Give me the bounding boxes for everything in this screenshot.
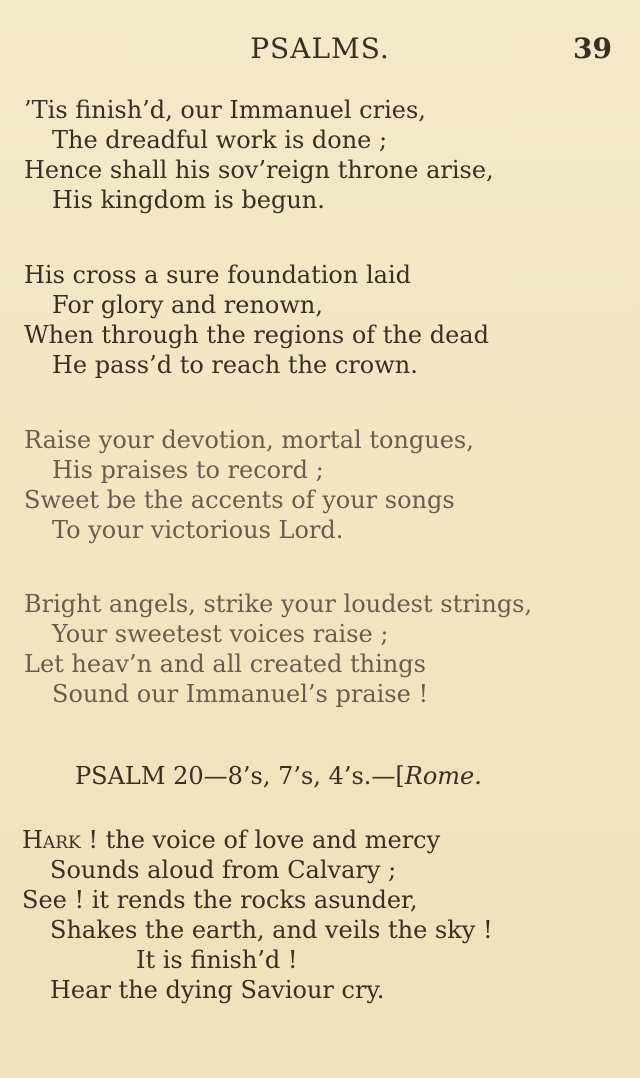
- verse-line: Your sweetest voices raise ;: [52, 620, 389, 648]
- verse-line: He pass’d to reach the crown.: [52, 351, 418, 379]
- verse-line: For glory and renown,: [52, 291, 324, 319]
- running-head-title: PSALMS.: [250, 32, 390, 65]
- verse-line: See ! it rends the rocks asunder,: [22, 886, 418, 914]
- page-number: 39: [573, 32, 612, 65]
- verse-line: Sounds aloud from Calvary ;: [50, 856, 397, 884]
- verse-line: Hear the dying Saviour cry.: [50, 976, 385, 1004]
- verse-line: Let heav’n and all created things: [24, 650, 426, 678]
- verse-first-word: Hark: [22, 826, 81, 854]
- verse-line: His cross a sure foundation laid: [24, 261, 411, 289]
- verse-line: ’Tis finish’d, our Immanuel cries,: [24, 96, 426, 124]
- verse-line: His praises to record ;: [52, 456, 324, 484]
- verse-line: To your victorious Lord.: [52, 516, 344, 544]
- psalm-heading: [75, 762, 482, 790]
- verse-line-rest: ! the voice of love and mercy: [80, 826, 441, 854]
- verse-line: Sound our Immanuel’s praise !: [52, 680, 429, 708]
- verse-line: Hence shall his sov’reign throne arise,: [24, 156, 494, 184]
- verse-line: Sweet be the accents of your songs: [24, 486, 455, 514]
- verse-line: [22, 825, 440, 855]
- verse-line: It is finish’d !: [136, 946, 298, 974]
- psalm-heading-text: PSALM 20—8’s, 7’s, 4’s.—[: [75, 762, 405, 790]
- verse-line: The dreadful work is done ;: [52, 126, 388, 154]
- verse-line: Raise your devotion, mortal tongues,: [24, 426, 474, 454]
- psalm-tune-name: Rome.: [404, 762, 482, 790]
- verse-line: Bright angels, strike your loudest strings,: [24, 590, 533, 618]
- verse-line: Shakes the earth, and veils the sky !: [50, 916, 493, 944]
- verse-line: When through the regions of the dead: [24, 321, 489, 349]
- verse-line: His kingdom is begun.: [52, 186, 325, 214]
